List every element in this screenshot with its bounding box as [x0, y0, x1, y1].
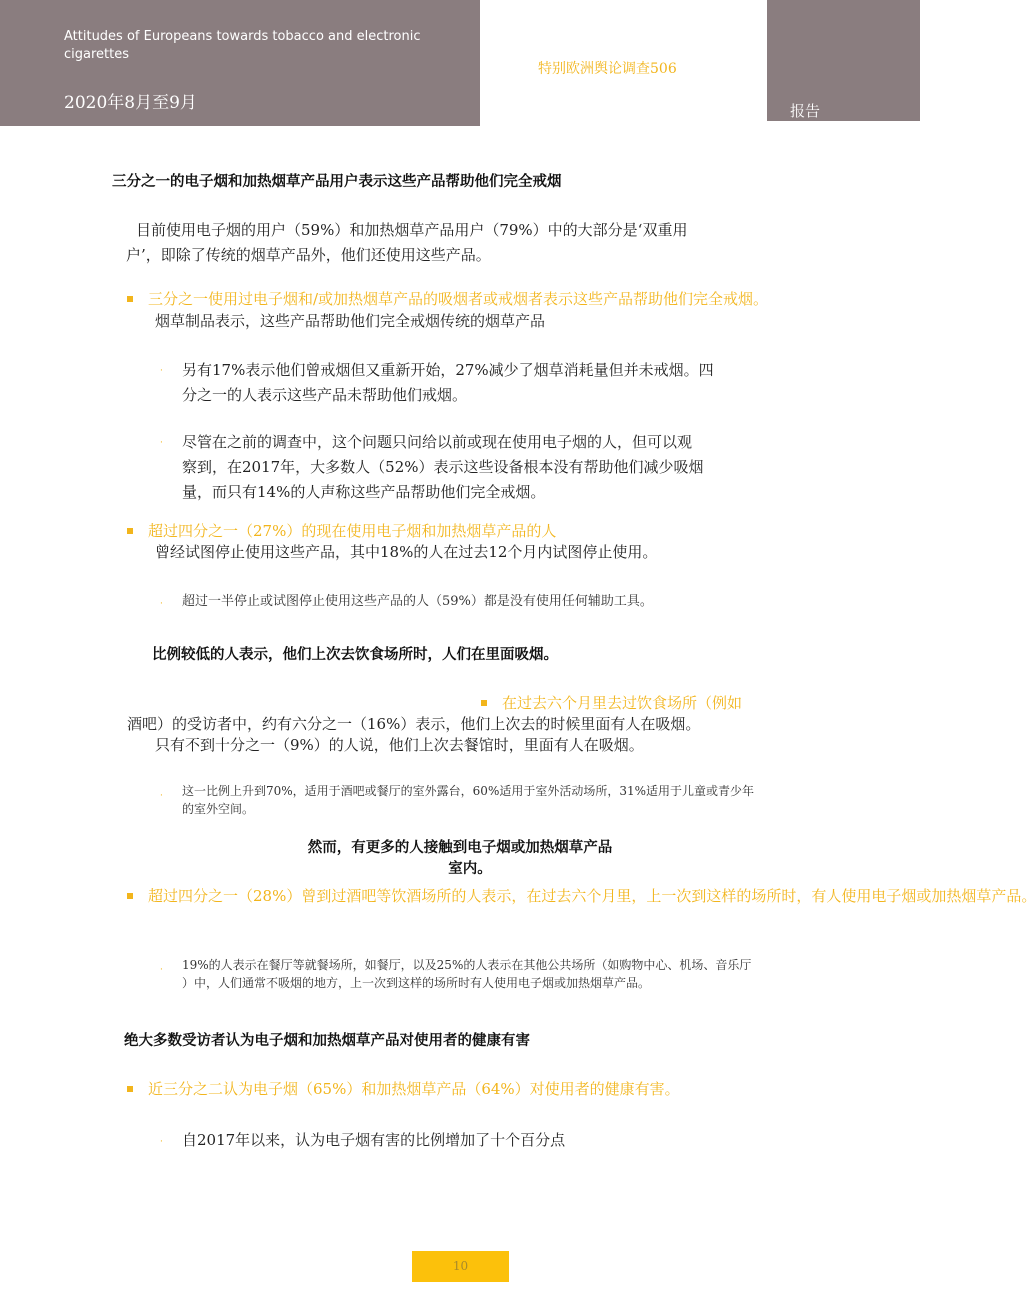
section2-heading: 比例较低的人表示，他们上次去饮食场所时，人们在里面吸烟。 — [152, 647, 558, 663]
sub-bullet-dot-icon: · — [160, 438, 163, 448]
bullet3-line3: 只有不到十分之一（9%）的人说，他们上次去餐馆时，里面有人在吸烟。 — [155, 736, 644, 754]
bullet3-highlight: 在过去六个月里去过饮食场所（例如 — [502, 694, 743, 712]
bullet1-highlight: 三分之一使用过电子烟和/或加热烟草产品的吸烟者或戒烟者表示这些产品帮助他们完全戒烟。 — [148, 290, 769, 308]
header-survey-title: 特别欧洲舆论调查506 — [538, 61, 677, 77]
bullet-square-icon — [127, 893, 133, 899]
sub-bullet-dot-icon: · — [160, 1137, 163, 1147]
sub4-line2: 的室外空间。 — [182, 802, 255, 816]
bullet2-highlight: 超过四分之一（27%）的现在使用电子烟和加热烟草产品的人 — [148, 522, 557, 540]
sub6-text: 自2017年以来，认为电子烟有害的比例增加了十个百分点 — [182, 1131, 566, 1149]
section3-heading-line1: 然而，有更多的人接触到电子烟或加热烟草产品 — [307, 840, 613, 856]
sub2-line1: 尽管在之前的调查中，这个问题只问给以前或现在使用电子烟的人，但可以观 — [182, 433, 693, 451]
sub-bullet-dot-icon: · — [160, 366, 163, 376]
sub5-line2: ）中，人们通常不吸烟的地方，上一次到这样的场所时有人使用电子烟或加热烟草产品。 — [182, 976, 651, 990]
section4-heading: 绝大多数受访者认为电子烟和加热烟草产品对使用者的健康有害 — [124, 1033, 530, 1049]
sub2-line2: 察到，在2017年，大多数人（52%）表示这些设备根本没有帮助他们减少吸烟 — [182, 458, 704, 476]
bullet-square-icon — [127, 1086, 133, 1092]
sub2-line3: 量，而只有14%的人声称这些产品帮助他们完全戒烟。 — [182, 483, 546, 501]
section1-intro-line1: 目前使用电子烟的用户（59%）和加热烟草产品用户（79%）中的大部分是‘双重用 — [136, 221, 688, 239]
sub-bullet-dot-icon: · — [160, 965, 163, 975]
section1-intro-line2: 户’，即除了传统的烟草产品外，他们还使用这些产品。 — [126, 246, 491, 264]
header-english-title: Attitudes of Europeans towards tobacco and electronic cigarettes — [64, 29, 421, 62]
sub3-text: 超过一半停止或试图停止使用这些产品的人（59%）都是没有使用任何辅助工具。 — [182, 594, 653, 609]
bullet2-continuation: 曾经试图停止使用这些产品，其中18%的人在过去12个月内试图停止使用。 — [155, 543, 658, 561]
header-report-label: 报告 — [790, 102, 821, 120]
page-number: 10 — [452, 1259, 469, 1273]
section3-heading-line2: 室内。 — [448, 861, 492, 877]
bullet-square-icon — [127, 528, 133, 534]
bullet-square-icon — [127, 296, 133, 302]
sub-bullet-dot-icon: · — [160, 791, 163, 801]
bullet4-highlight: 超过四分之一（28%）曾到过酒吧等饮酒场所的人表示，在过去六个月里，上一次到这样的场所时，有人使用电子烟或加热烟草产品。 — [148, 887, 1036, 905]
sub4-line1: 这一比例上升到70%，适用于酒吧或餐厅的室外露台，60%适用于室外活动场所，31%适用于儿童或青少年 — [182, 784, 755, 798]
sub5-line1: 19%的人表示在餐厅等就餐场所，如餐厅，以及25%的人表示在其他公共场所（如购物中心、机场、音乐厅 — [182, 958, 752, 972]
bullet1-continuation: 烟草制品表示，这些产品帮助他们完全戒烟传统的烟草产品 — [155, 312, 546, 330]
bullet-square-icon — [481, 700, 487, 706]
sub1-line1: 另有17%表示他们曾戒烟但又重新开始，27%减少了烟草消耗量但并未戒烟。四 — [182, 361, 714, 379]
sub-bullet-dot-icon: · — [160, 599, 163, 609]
section1-heading: 三分之一的电子烟和加热烟草产品用户表示这些产品帮助他们完全戒烟 — [112, 174, 562, 190]
sub1-line2: 分之一的人表示这些产品未帮助他们戒烟。 — [182, 386, 468, 404]
bullet3-line2: 酒吧）的受访者中，约有六分之一（16%）表示，他们上次去的时候里面有人在吸烟。 — [127, 715, 701, 733]
bullet5-highlight: 近三分之二认为电子烟（65%）和加热烟草产品（64%）对使用者的健康有害。 — [148, 1080, 680, 1098]
header-date: 2020年8月至9月 — [64, 93, 197, 113]
